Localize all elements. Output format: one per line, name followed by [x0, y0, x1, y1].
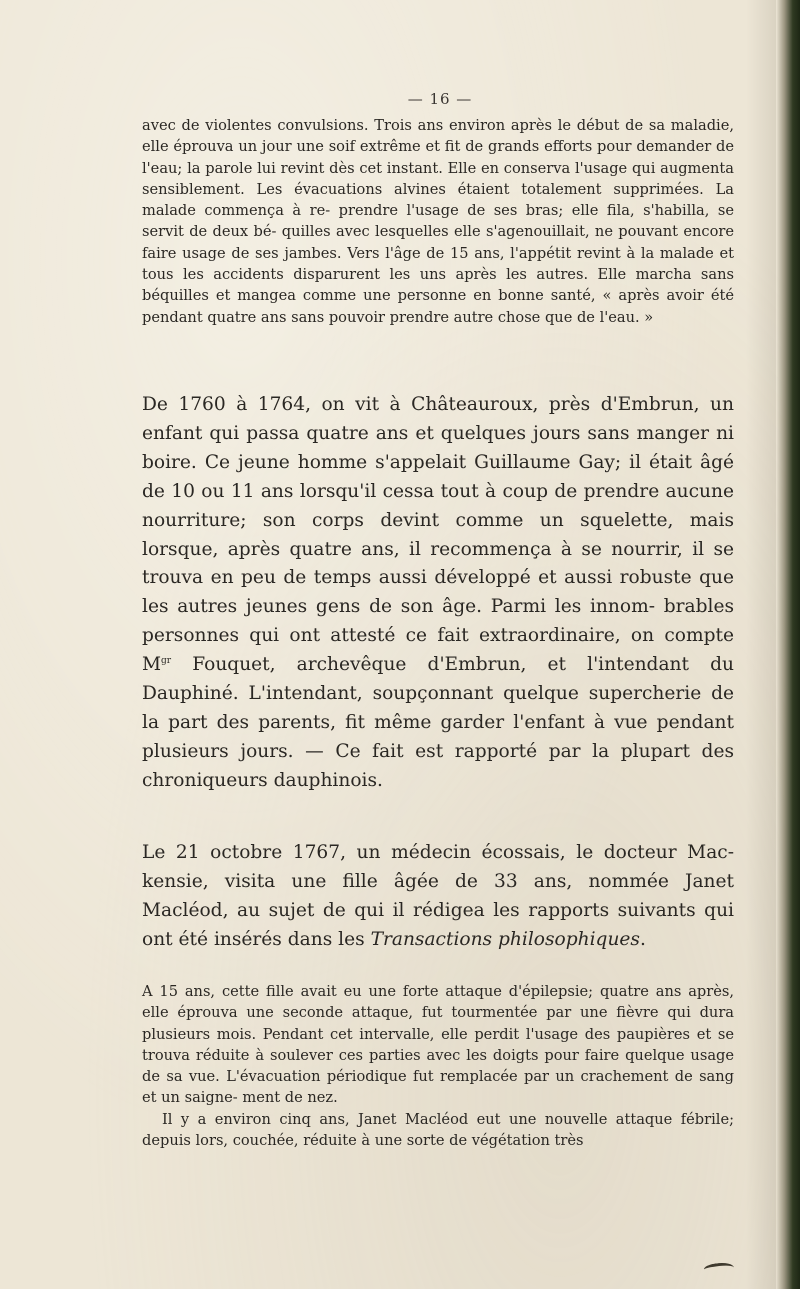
body-paragraph-text: [142, 391, 734, 796]
binding-edge: [776, 0, 800, 1289]
quote-block-2: [142, 981, 734, 1151]
quote-paragraph-2: Il y a environ cinq ans, Janet Macléod eut une nouvelle attaque fébrile; depuis lors, couchée, réduite à une sorte de végétation très: [142, 1110, 734, 1150]
page-number: — 16 —: [407, 90, 473, 108]
quote-paragraph-1: A 15 ans, cette fille avait eu une forte attaque d'épilepsie; quatre ans après, elle éprouva une seconde attaque, fut tourmentée par une fièvre qui dura plusieurs mois. Pendant cet intervalle, elle perdit l'usage des paupières et se trouva réduite à soulever ces parties avec les doigts pour faire quelque usage de sa vue. L'évacuation périodique fut remplacée par un crachement de sang et un saigne- ment de nez.: [142, 983, 734, 1107]
binding-shadow: [746, 0, 776, 1289]
body-paragraph-1: [142, 391, 734, 796]
quote-block-1: [142, 115, 734, 328]
quote-paragraph: avec de violentes convulsions. Trois ans environ après le début de sa maladie, elle éprouva un jour une soif extrême et fit de grands efforts pour demander de l'eau; la parole lui revint dès cet instant. Elle en conserva l'usage qui augmenta sensiblement. Les évacuations alvines étaient totalement supprimées. La malade commença à re- prendre l'usage de ses bras; elle fila, s'habilla, se servit de deux bé- quilles avec lesquelles elle s'agenouillait, ne pouvant encore faire usage de ses jambes. Vers l'âge de 15 ans, l'appétit revint à la malade et tous les accidents disparurent les uns après les autres. Elle marcha sans béquilles et mangea comme une personne en bonne santé, « après avoir été pendant quatre ans sans pouvoir prendre autre chose que de l'eau. »: [142, 117, 734, 326]
body-paragraph-2: [142, 839, 734, 955]
paragraph-text-start: Le 21 octobre 1767, un médecin écossais, le docteur Mac- kensie, visita une fille âgée de 33 ans, nommée Janet Macléod, au sujet de qui il rédigea les rapports suivants qui ont été insérés dans les: [142, 842, 734, 950]
paragraph-text-end: Fouquet, archevêque d'Embrun, et l'intendant du Dauphiné. L'intendant, soupçonnant quelque supercherie de la part des parents, fit même garder l'enfant à vue pendant plusieurs jours. — Ce fait est rapporté par la plupart des chroniqueurs dauphinois.: [142, 654, 734, 791]
paragraph-text-end: .: [639, 928, 646, 950]
abbreviation-superscript: gr: [161, 655, 172, 666]
paragraph-text-start: De 1760 à 1764, on vit à Châteauroux, près d'Embrun, un enfant qui passa quatre ans et quelques jours sans manger ni boire. Ce jeune homme s'appelait Guillaume Gay; il était âgé de 10 ou 11 ans lorsqu'il cessa tout à coup de prendre aucune nourriture; son corps devint comme un squelette, mais lorsque, après quatre ans, il recommença à se nourrir, il se trouva en peu de temps aussi développé et aussi robuste que les autres jeunes gens de son âge. Parmi les innom- brables personnes qui ont attesté ce fait extraordinaire, on compte M: [142, 394, 734, 676]
ink-stain: [703, 1261, 734, 1276]
journal-title: Transactions philosophiques: [370, 928, 640, 950]
body-paragraph-text: [142, 839, 734, 955]
